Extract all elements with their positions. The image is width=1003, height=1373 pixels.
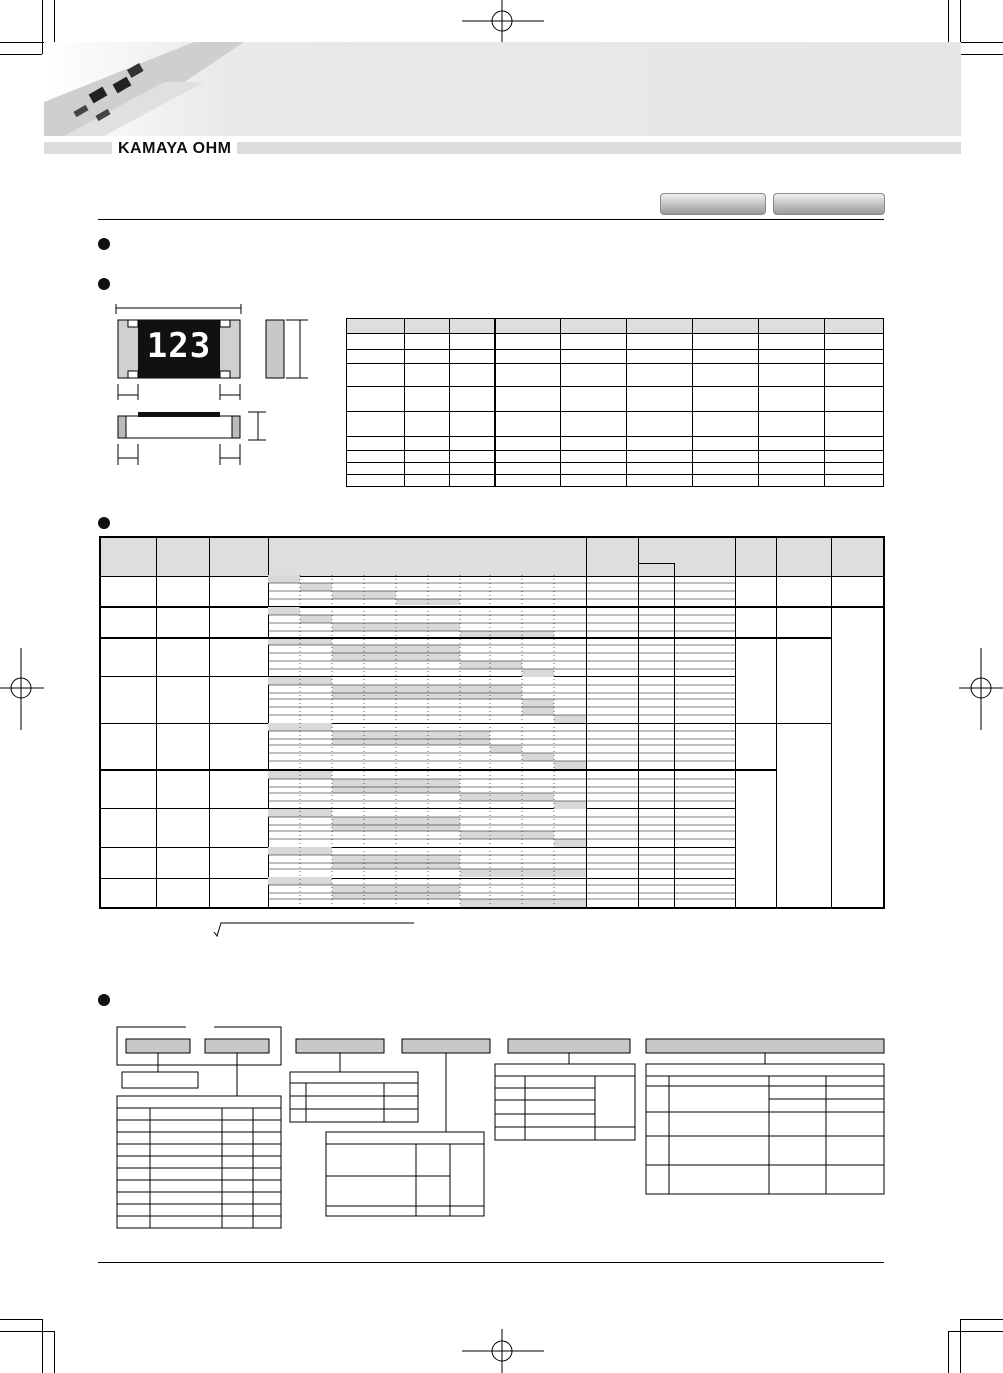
nav-button-1[interactable] [660,193,766,215]
registration-target-left [0,648,44,730]
brand-logo: KAMAYA OHM [112,140,237,158]
section-bullet-dimensions [98,278,110,290]
section-bullet-ratings [98,517,110,529]
registration-target-top [462,0,544,44]
section-bullet-part-number [98,994,110,1006]
sqrt-formula [212,920,416,940]
registration-target-bottom [462,1329,544,1373]
title-rule [98,219,884,220]
dimension-table [346,318,884,487]
section-bullet-features [98,238,110,250]
footer-rule [98,1262,884,1263]
resistor-photo-icon [44,42,244,136]
part-number-diagram [110,1020,890,1240]
chip-marking: 123 [146,326,212,366]
nav-button-2[interactable] [773,193,885,215]
registration-target-right [959,648,1003,730]
ratings-table-shading [268,575,736,909]
